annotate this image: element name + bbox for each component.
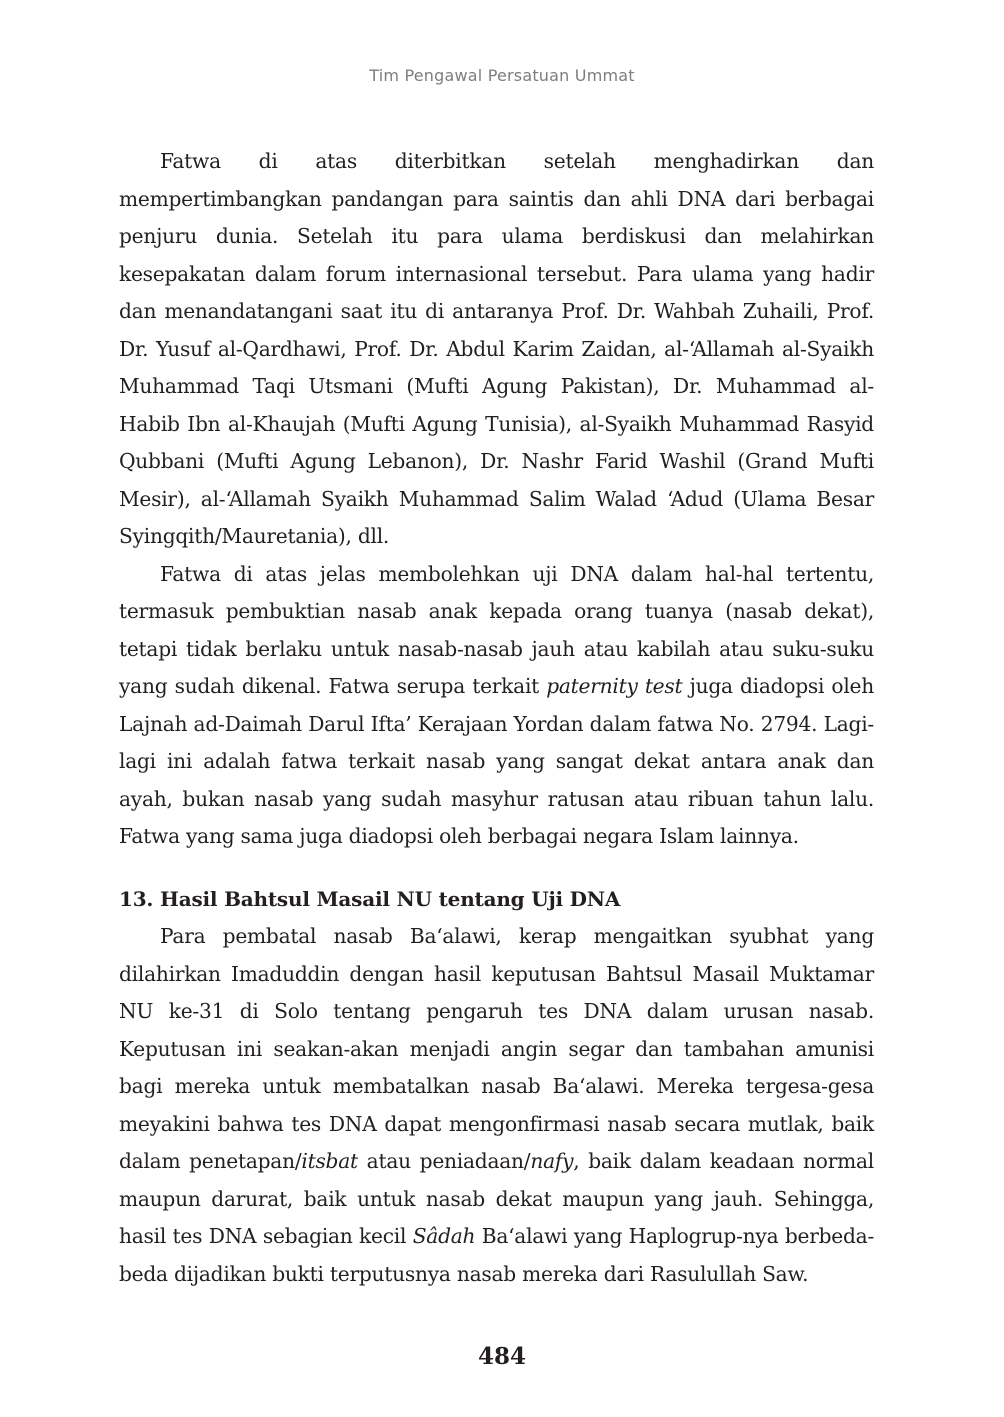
italic-term: Sâdah xyxy=(412,1224,476,1248)
italic-term: itsbat xyxy=(301,1149,358,1173)
paragraph-text: Ba‘alawi yang Haplogrup-nya berbeda-beda dijadikan bukti terputusnya nasab mereka dari Rasulullah Saw. xyxy=(119,1224,875,1286)
running-header: Tim Pengawal Persatuan Ummat xyxy=(369,66,635,85)
paragraph-text: Fatwa di atas jelas membolehkan uji DNA dalam hal-hal tertentu, termasuk pembuktian nasab anak kepada orang tuanya (nasab dekat), tetapi tidak berlaku untuk nasab-nasab jauh atau kabilah atau suku-suku yang sudah dikenal. Fatwa serupa terkait xyxy=(119,561,874,698)
page-body xyxy=(119,143,874,1293)
paragraph-text: juga diadopsi oleh Lajnah ad-Daimah Darul Ifta’ Kerajaan Yordan dalam fatwa No. 2794. Lagi-lagi ini adalah fatwa terkait nasab yang sangat dekat antara anak dan ayah, bukan nasab yang sudah masyhur ratusan atau ribuan tahun lalu. Fatwa yang sama juga diadopsi oleh berbagai negara Islam lainnya. xyxy=(119,674,874,848)
paragraph-text: , baik dalam keadaan normal maupun darurat, baik untuk nasab dekat maupun yang jauh. Sehingga, hasil tes DNA sebagian kecil xyxy=(119,1149,874,1248)
italic-term: paternity test xyxy=(546,674,683,698)
paragraph-fatwa-dna-permissibility xyxy=(119,556,874,856)
paragraph-fatwa-signatories: Fatwa di atas diterbitkan setelah menghadirkan dan mempertimbangkan pandangan para saintis dan ahli DNA dari berbagai penjuru dunia. Setelah itu para ulama berdiskusi dan melahirkan kesepakatan dalam forum internasional tersebut. Para ulama yang hadir dan menandatangani saat itu di antaranya Prof. Dr. Wahbah Zuhaili, Prof. Dr. Yusuf al-Qardhawi, Prof. Dr. Abdul Karim Zaidan, al-‘Allamah al-Syaikh Muhammad Taqi Utsmani (Mufti Agung Pakistan), Dr. Muhammad al-Habib Ibn al-Khaujah (Mufti Agung Tunisia), al-Syaikh Muhammad Rasyid Qubbani (Mufti Agung Lebanon), Dr. Nashr Farid Washil (Grand Mufti Mesir), al-‘Allamah Syaikh Muhammad Salim Walad ‘Adud (Ulama Besar Syingqith/Mauretania), dll. xyxy=(119,149,874,548)
paragraph-text: Para pembatal nasab Ba‘alawi, kerap mengaitkan syubhat yang dilahirkan Imaduddin dengan hasil keputusan Bahtsul Masail Muktamar NU ke-31 di Solo tentang pengaruh tes DNA dalam urusan nasab. Keputusan ini seakan-akan menjadi angin segar dan tambahan amunisi bagi mereka untuk membatalkan nasab Ba‘alawi. Mereka tergesa-gesa meyakini bahwa tes DNA dapat mengonfirmasi nasab secara mutlak, baik dalam penetapan/ xyxy=(119,924,874,1173)
italic-term: nafy xyxy=(530,1149,574,1173)
section-number: 13. xyxy=(119,886,154,911)
section-heading xyxy=(119,881,874,919)
page-number: 484 xyxy=(477,1343,526,1370)
paragraph-bahtsul-masail xyxy=(119,918,874,1293)
paragraph-text: atau peniadaan/ xyxy=(357,1149,531,1173)
section-title: Hasil Bahtsul Masail NU tentang Uji DNA xyxy=(160,886,621,911)
